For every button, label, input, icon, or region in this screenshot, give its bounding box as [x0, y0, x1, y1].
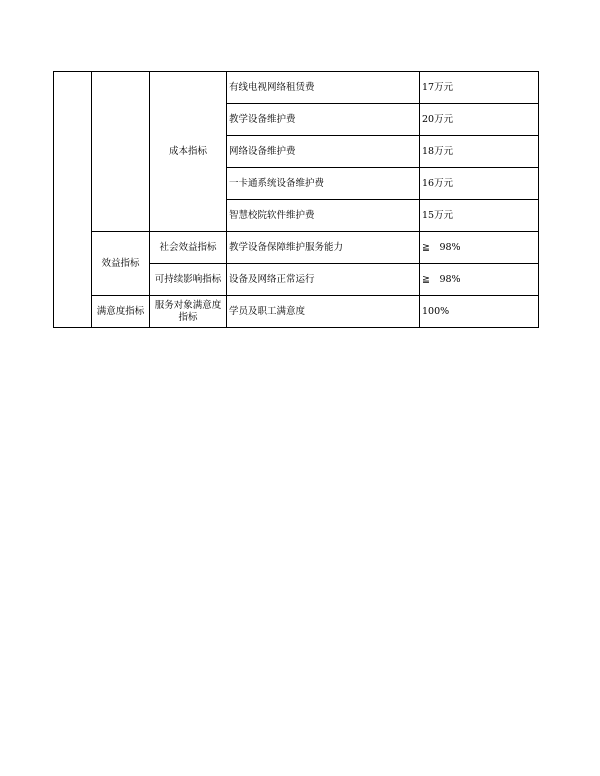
table-row — [54, 232, 539, 264]
value-cell: 17万元 — [420, 72, 539, 104]
outer-category-cell — [54, 72, 92, 328]
level2-social-cell: 社会效益指标 — [150, 232, 227, 264]
level2-service-cell: 服务对象满意度指标 — [150, 296, 227, 328]
level1-cell-empty — [92, 72, 150, 232]
level2-sustainable-cell: 可持续影响指标 — [150, 264, 227, 296]
value-cell: ≧ 98% — [420, 232, 539, 264]
level3-cell: 教学设备保障维护服务能力 — [227, 232, 420, 264]
value-cell: 100% — [420, 296, 539, 328]
performance-indicator-table — [53, 71, 539, 328]
value-cell: ≧ 98% — [420, 264, 539, 296]
value-cell: 16万元 — [420, 168, 539, 200]
level1-benefit-cell: 效益指标 — [92, 232, 150, 296]
level3-cell: 智慧校院软件维护费 — [227, 200, 420, 232]
value-cell: 15万元 — [420, 200, 539, 232]
level3-cell: 学员及职工满意度 — [227, 296, 420, 328]
level3-cell: 设备及网络正常运行 — [227, 264, 420, 296]
level3-cell: 教学设备维护费 — [227, 104, 420, 136]
level3-cell: 网络设备维护费 — [227, 136, 420, 168]
table-row — [54, 72, 539, 104]
level3-cell: 有线电视网络租赁费 — [227, 72, 420, 104]
level1-satisfaction-cell: 满意度指标 — [92, 296, 150, 328]
value-cell: 20万元 — [420, 104, 539, 136]
table-row — [54, 296, 539, 328]
value-cell: 18万元 — [420, 136, 539, 168]
level3-cell: 一卡通系统设备维护费 — [227, 168, 420, 200]
level2-cost-cell: 成本指标 — [150, 72, 227, 232]
